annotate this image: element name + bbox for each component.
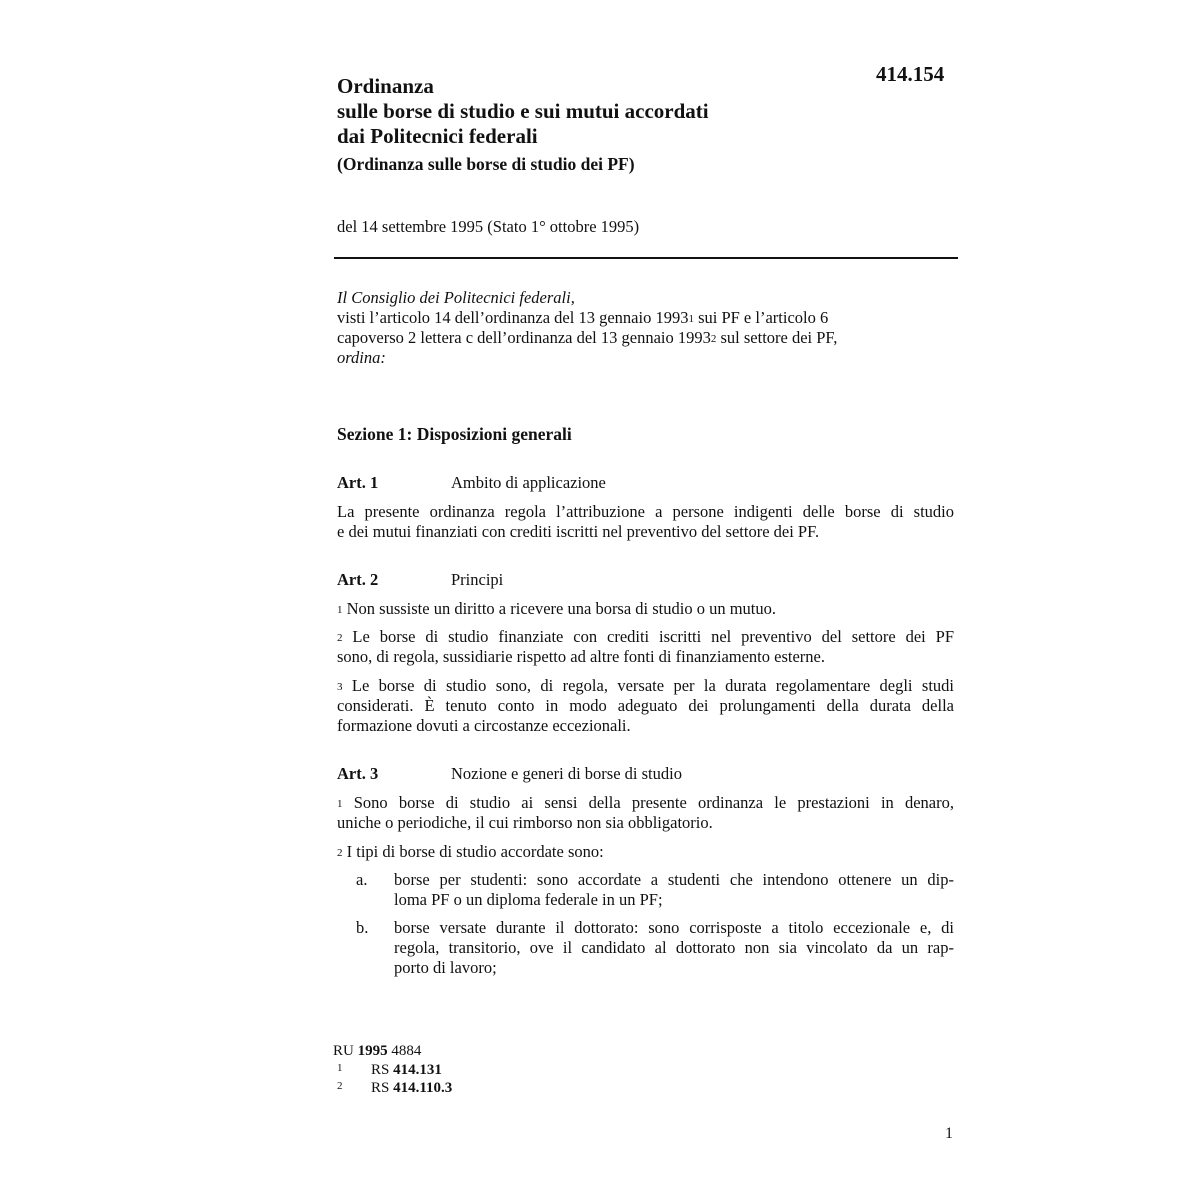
page-number: 1 xyxy=(945,1125,953,1142)
article-2-paragraph-1 xyxy=(337,599,954,619)
text-line: formazione dovuti a circostanze eccezionali. xyxy=(337,716,631,735)
text-span: Le borse di studio sono, di regola, versate per la durata regolamentare degli studi xyxy=(342,676,954,695)
footnote-1 xyxy=(337,1062,442,1079)
list-item-a xyxy=(356,870,954,910)
article-heading-2 xyxy=(337,570,503,590)
document-number: 414.154 xyxy=(876,62,945,86)
article-title: Nozione e generi di borse di studio xyxy=(451,764,682,783)
text-line: loma PF o un diploma federale in un PF; xyxy=(394,890,663,909)
text-line xyxy=(337,842,954,862)
text-line: regola, transitorio, ove il candidato al dottorato non sia vincolato da un rap- xyxy=(394,938,954,957)
paragraph-number: 1 xyxy=(337,604,343,616)
section-heading: Sezione 1: Disposizioni generali xyxy=(337,424,572,444)
article-heading-3 xyxy=(337,764,682,784)
source-prefix: RU xyxy=(333,1043,358,1059)
text-line xyxy=(337,599,954,619)
paragraph-number: 3 xyxy=(337,681,343,693)
article-number: Art. 3 xyxy=(337,764,379,783)
preamble xyxy=(337,288,957,368)
footnote-prefix: RS xyxy=(371,1062,394,1078)
footnote-number: 1 xyxy=(337,1062,343,1074)
footnote-prefix: RS xyxy=(371,1080,394,1096)
text-line: considerati. È tenuto conto in modo adeguato dei prolungamenti della durata della xyxy=(337,696,954,715)
footnote-link[interactable]: 414.131 xyxy=(393,1062,442,1078)
text-line xyxy=(337,793,954,813)
document-title xyxy=(337,74,857,149)
title-line: Ordinanza xyxy=(337,74,434,98)
preamble-line xyxy=(337,328,957,348)
text-line xyxy=(337,627,954,647)
article-number: Art. 1 xyxy=(337,473,379,492)
footnote-ref-1[interactable]: 1 xyxy=(688,313,694,325)
text-line: uniche o periodiche, il cui rimborso non sia obbligatorio. xyxy=(337,813,713,832)
list-item-text xyxy=(394,870,954,910)
official-source-reference xyxy=(333,1043,421,1060)
article-number: Art. 2 xyxy=(337,570,379,589)
text-line: La presente ordinanza regola l’attribuzione a persone indigenti delle borse di studio xyxy=(337,502,954,521)
paragraph-number: 2 xyxy=(337,847,343,859)
text-line: e dei mutui finanziati con crediti iscritti nel preventivo del settore dei PF. xyxy=(337,522,820,541)
text-span: Non sussiste un diritto a ricevere una borsa di studio o un mutuo. xyxy=(342,599,777,618)
preamble-decree: ordina: xyxy=(337,348,386,367)
article-1-paragraph xyxy=(337,502,954,542)
preamble-text: visti l’articolo 14 dell’ordinanza del 13 gennaio 1993 xyxy=(337,308,689,327)
header-divider xyxy=(334,257,958,259)
preamble-authority: Il Consiglio dei Politecnici federali, xyxy=(337,288,575,307)
list-letter: a. xyxy=(356,870,368,889)
preamble-text: sui PF e l’articolo 6 xyxy=(693,308,829,327)
list-letter: b. xyxy=(356,918,369,937)
text-line: borse per studenti: sono accordate a studenti che intendono ottenere un dip- xyxy=(394,870,954,889)
article-2-paragraph-3 xyxy=(337,676,954,736)
text-line: borse versate durante il dottorato: sono corrisposte a titolo eccezionale e, di xyxy=(394,918,954,937)
source-page: 4884 xyxy=(387,1043,422,1059)
article-heading-1 xyxy=(337,473,606,493)
title-line: sulle borse di studio e sui mutui accordati xyxy=(337,99,709,123)
text-span: Sono borse di studio ai sensi della presente ordinanza le prestazioni in denaro, xyxy=(342,793,954,812)
footnote-link[interactable]: 414.110.3 xyxy=(393,1080,453,1096)
article-3-paragraph-1 xyxy=(337,793,954,833)
article-2-paragraph-2 xyxy=(337,627,954,667)
paragraph-number: 1 xyxy=(337,798,343,810)
text-line: porto di lavoro; xyxy=(394,958,497,977)
article-3-paragraph-2 xyxy=(337,842,954,862)
text-line xyxy=(337,676,954,696)
source-year: 1995 xyxy=(357,1043,388,1059)
document-date: del 14 settembre 1995 (Stato 1° ottobre 1995) xyxy=(337,217,640,236)
article-title: Principi xyxy=(451,570,504,589)
preamble-text: sul settore dei PF, xyxy=(716,328,838,347)
title-line: dai Politecnici federali xyxy=(337,124,538,148)
footnote-ref-2[interactable]: 2 xyxy=(710,333,717,345)
document-short-title: (Ordinanza sulle borse di studio dei PF) xyxy=(337,154,635,174)
preamble-line xyxy=(337,308,957,328)
footnote-2 xyxy=(337,1080,452,1097)
article-title: Ambito di applicazione xyxy=(451,473,606,492)
text-span: I tipi di borse di studio accordate sono: xyxy=(342,842,604,861)
footnote-number: 2 xyxy=(337,1080,343,1092)
paragraph-number: 2 xyxy=(337,632,343,644)
list-item-b xyxy=(356,918,954,978)
preamble-text: capoverso 2 lettera c dell’ordinanza del 13 gennaio 1993 xyxy=(337,328,711,347)
text-span: Le borse di studio finanziate con crediti iscritti nel preventivo del settore dei PF xyxy=(342,627,954,646)
text-line: sono, di regola, sussidiarie rispetto ad altre fonti di finanziamento esterne. xyxy=(337,647,825,666)
list-item-text xyxy=(394,918,954,978)
